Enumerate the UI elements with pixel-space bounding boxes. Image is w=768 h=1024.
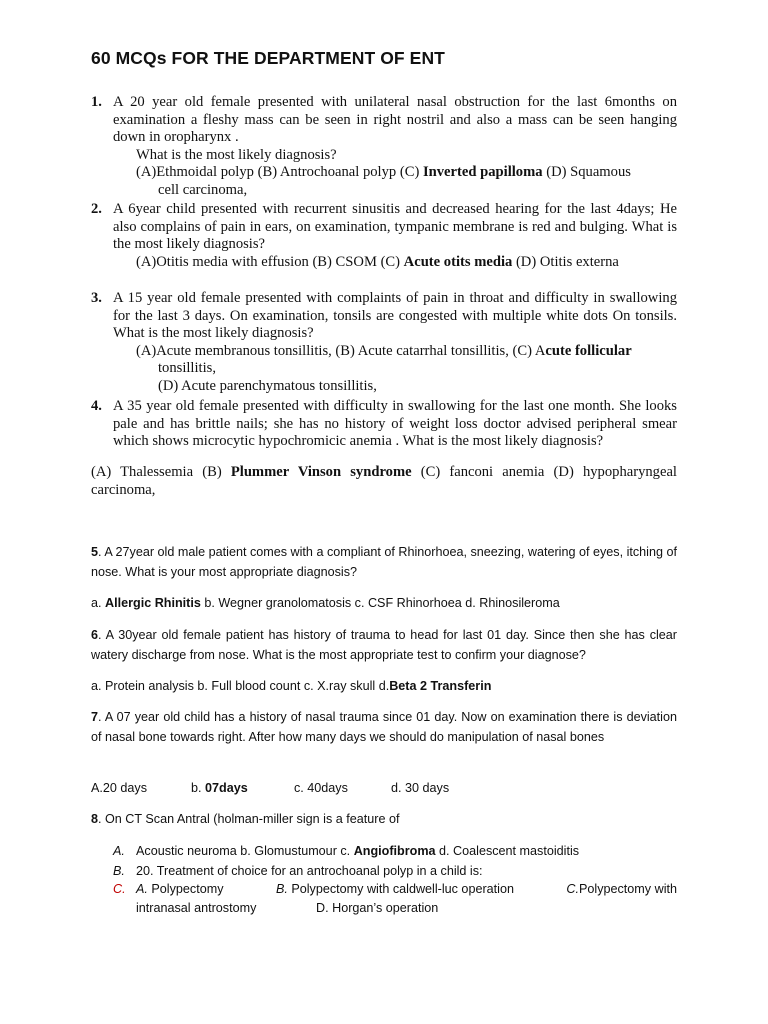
question-text: . A 27year old male patient comes with a compliant of Rhinorhoea, sneezing, watering of eyes, itching of nose. What is your most appropriate diagnosis? — [91, 545, 677, 579]
question-6 — [91, 625, 677, 665]
question-options: (A)Ethmoidal polyp (B) Antrochoanal polyp (C) Inverted papilloma (D) Squamous — [136, 164, 631, 181]
list-item-c-cont: intranasal antrostomy — [136, 901, 257, 915]
question-options-cont: cell carcinoma, — [158, 181, 248, 198]
list-marker-c: C. — [113, 882, 126, 896]
option-b: b. 07days — [191, 781, 248, 795]
question-number: 1. — [91, 94, 102, 110]
question-5 — [91, 542, 677, 582]
question-3 — [91, 290, 677, 396]
question-number: 5 — [91, 545, 99, 559]
correct-answer: cute follicular — [545, 342, 632, 359]
question-5-options: a. Allergic Rhinitis b. Wegner granolomatosis c. CSF Rhinorhoea d. Rhinosileroma — [91, 596, 560, 610]
question-1 — [91, 94, 677, 200]
question-options-cont: tonsillitis, — [158, 360, 216, 377]
list-marker-a: A. — [113, 844, 125, 858]
correct-answer: Acute otits media — [403, 253, 513, 270]
option-c: c. 40days — [294, 781, 348, 795]
question-text: . A 07 year old child has a history of nasal trauma since 01 day. Now on examination there is deviation of nasal bone towards right. After how many days we should do manipulation of nasal bones — [91, 710, 677, 744]
correct-answer: Angiofibroma — [353, 844, 436, 858]
correct-answer: Beta 2 Transferin — [389, 679, 492, 693]
list-item-b: 20. Treatment of choice for an antrochoanal polyp in a child is: — [136, 864, 483, 878]
page-title: 60 MCQs FOR THE DEPARTMENT OF ENT — [91, 48, 445, 68]
question-number: 8 — [91, 812, 99, 826]
question-4 — [91, 398, 677, 451]
correct-answer: Inverted papilloma — [422, 164, 543, 181]
question-text: . A 30year old female patient has history of trauma to head for last 01 day. Since then she has clear watery discharge from nose. What is the most appropriate test to confirm your diagnose? — [91, 628, 677, 662]
question-number: 2. — [91, 201, 102, 217]
question-4-options: (A) Thalessemia (B) Plummer Vinson syndrome (C) fanconi anemia (D) hypopharyngeal carcinoma, — [91, 464, 677, 498]
list-marker-b: B. — [113, 864, 125, 878]
question-ask: What is the most likely diagnosis? — [136, 146, 337, 163]
question-2 — [91, 201, 677, 271]
question-7 — [91, 707, 677, 747]
option-d: d. 30 days — [391, 781, 450, 795]
list-item-c-d: D. Horgan’s operation — [316, 901, 439, 915]
list-item-c: A. Polypectomy B. Polypectomy with caldwell-luc operation C.Polypectomy with — [136, 882, 677, 896]
question-text: A 35 year old female presented with difficulty in swallowing for the last one month. She looks pale and has brittle nails; she has no history of weight loss doctor advised peripheral smear which shows microcytic hypochromicic anemia . What is the most likely diagnosis? — [113, 398, 677, 450]
correct-answer: 07days — [205, 781, 248, 795]
correct-answer: Plummer Vinson syndrome — [230, 464, 412, 480]
question-options: (A)Acute membranous tonsillitis, (B) Acute catarrhal tonsillitis, (C) Acute follicular — [136, 342, 632, 359]
question-text: A 15 year old female presented with complaints of pain in throat and difficulty in swallowing for the last 3 days. On examination, tonsils are congested with multiple white dots On tonsils. What is the most likely diagnosis? — [113, 290, 677, 342]
correct-answer: Allergic Rhinitis — [105, 596, 201, 610]
question-text: . On CT Scan Antral (holman-miller sign is a feature of — [98, 812, 400, 826]
question-option-d: (D) Acute parenchymatous tonsillitis, — [158, 377, 377, 394]
question-number: 3. — [91, 290, 102, 306]
question-8 — [91, 809, 677, 829]
question-text: A 20 year old female presented with unilateral nasal obstruction for the last 6months on examination a fleshy mass can be seen in right nostril and also a mass can be seen hanging down in oropharynx . — [113, 94, 677, 146]
question-6-options: a. Protein analysis b. Full blood count c. X.ray skull d.Beta 2 Transferin — [91, 679, 492, 693]
list-item-a: Acoustic neuroma b. Glomustumour c. Angiofibroma d. Coalescent mastoiditis — [136, 844, 580, 858]
question-number: 7 — [91, 710, 99, 724]
question-number: 4. — [91, 398, 102, 414]
question-options: (A)Otitis media with effusion (B) CSOM (C) Acute otits media (D) Otitis externa — [136, 253, 619, 270]
option-a: A.20 days — [91, 781, 148, 795]
question-number: 6 — [91, 628, 99, 642]
question-text: A 6year child presented with recurrent sinusitis and decreased hearing for the last 4days; He also complains of pain in ears, on examination, tympanic membrane is red and bulging. What is the most likely diagnosis? — [113, 201, 677, 253]
